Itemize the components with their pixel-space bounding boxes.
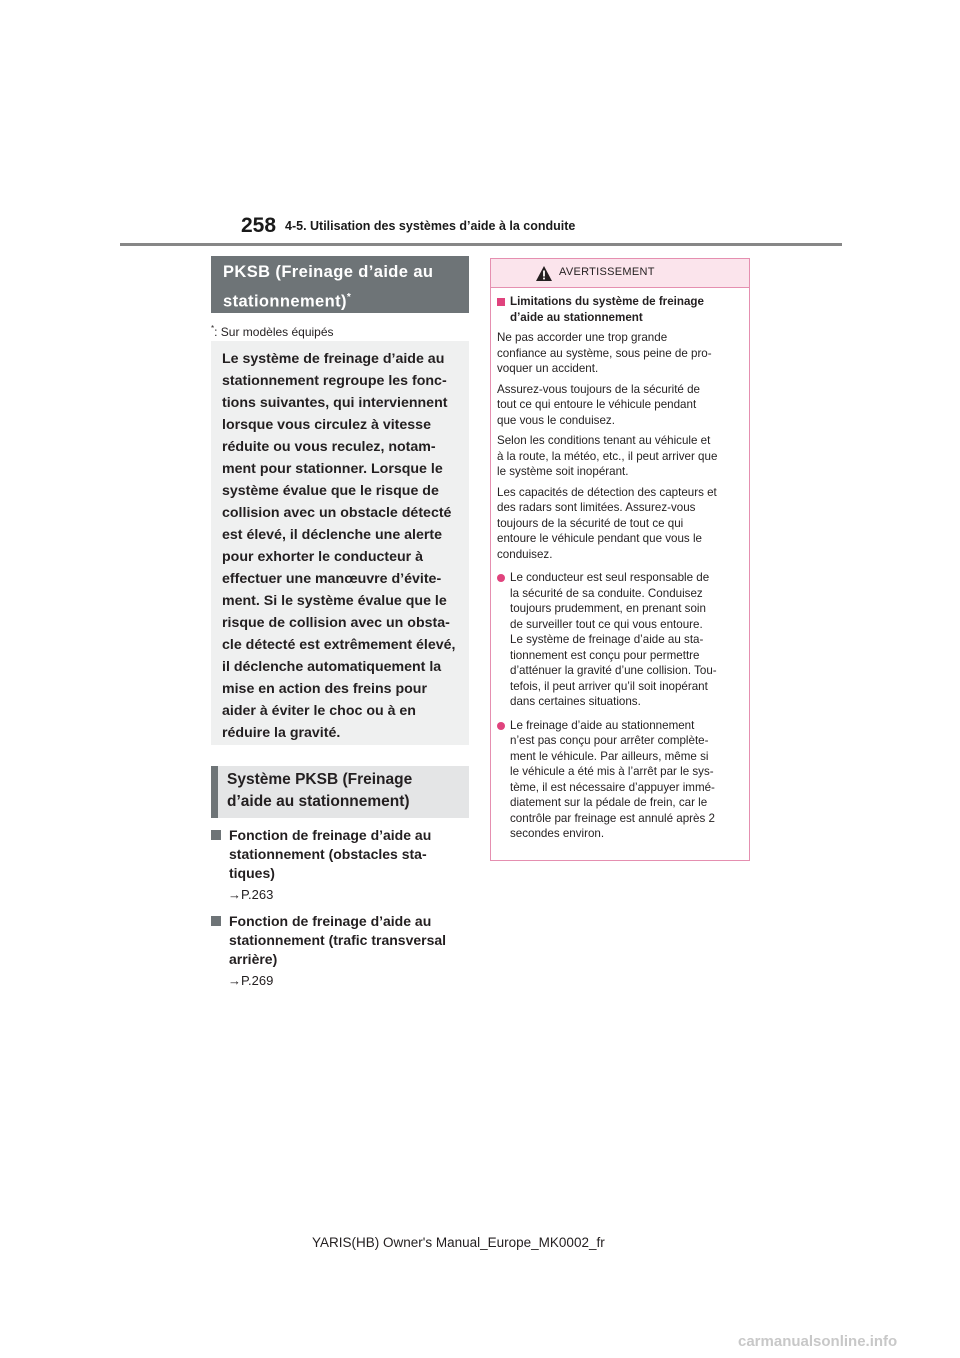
warning-line: diatement sur la pédale de frein, car le (510, 796, 708, 809)
footnote-mark: * (211, 324, 215, 333)
item-heading-line: stationnement (trafic transversal (229, 932, 447, 948)
warning-line: tionnement est conçu pour permettre (510, 648, 700, 662)
intro-line: cle détecté est extrêmement élevé, (222, 637, 456, 653)
warning-line: Assurez-vous toujours de la sécurité de (497, 382, 700, 396)
warning-line: à la route, la météo, etc., il peut arriver que (497, 449, 718, 463)
footnote-text: : Sur modèles équipés (214, 325, 334, 339)
warning-line: Selon les conditions tenant au véhicule et (497, 434, 711, 447)
warning-line: de surveiller tout ce qui vous entoure. (510, 617, 703, 631)
intro-line: ment. Si le système évalue que le (222, 593, 447, 609)
intro-line: est élevé, il déclenche une alerte (222, 527, 443, 543)
item-static-obstacles-heading (211, 826, 473, 883)
page-ref-link[interactable]: →P.269 (228, 973, 274, 988)
intro-box (211, 341, 469, 745)
warning-line: ment le véhicule. Par ailleurs, même si (510, 749, 709, 763)
warning-line: entoure le véhicule pendant que vous le (497, 532, 702, 545)
intro-line: lorsque vous circulez à vitesse (222, 417, 431, 433)
intro-line: pour exhorter le conducteur à (222, 549, 424, 565)
intro-line: tions suivantes, qui interviennent (222, 395, 448, 411)
intro-line: stationnement regroupe les fonc- (222, 373, 447, 389)
pksb-title-text: PKSB (Freinage d’aide au stationnement) (223, 263, 434, 311)
subtitle-line: Système PKSB (Freinage (227, 771, 413, 788)
warning-line: Le système de freinage d’aide au sta- (510, 633, 704, 646)
warning-body (491, 288, 749, 842)
pksb-title-mark: * (346, 292, 352, 303)
watermark: carmanualsonline.info (738, 1333, 898, 1350)
intro-line: collision avec un obstacle détecté (222, 505, 452, 521)
pksb-title (211, 256, 469, 313)
warning-line: tème, il est nécessaire d’appuyer immé- (510, 780, 715, 794)
header-rule (120, 243, 842, 246)
warning-line: que vous le conduisez. (497, 413, 615, 427)
warning-bullet (497, 718, 741, 842)
warning-line: tefois, il peut arriver qu’il soit inopérant (510, 679, 708, 693)
intro-line: système évalue que le risque de (222, 483, 439, 499)
footer-manual-id: YARIS(HB) Owner's Manual_Europe_MK0002_fr (312, 1235, 605, 1250)
intro-line: réduite ou vous reculez, notam- (222, 439, 436, 455)
warning-paragraph (497, 330, 741, 377)
footnote (211, 324, 334, 339)
warning-line: toujours prudemment, en prenant soin (510, 602, 706, 615)
warning-bullet (497, 570, 741, 710)
page-ref-link[interactable]: →P.263 (228, 887, 274, 902)
warning-section-heading (497, 294, 741, 325)
page-number: 258 (241, 214, 277, 237)
warning-line: secondes environ. (510, 827, 605, 840)
warning-paragraph (497, 433, 741, 480)
warning-title: AVERTISSEMENT (559, 266, 655, 278)
item-rear-cross-traffic-heading (211, 912, 473, 969)
item-heading-line: tiques) (229, 865, 275, 881)
warning-triangle-icon (536, 266, 552, 281)
warning-line: Le freinage d’aide au stationnement (510, 718, 695, 732)
warning-line: conduisez. (497, 547, 553, 561)
warning-line: toujours de la sécurité de tout ce qui (497, 516, 684, 530)
warning-line: voquer un accident. (497, 362, 599, 375)
intro-line: Le système de freinage d’aide au (222, 351, 445, 367)
item-heading-line: arrière) (229, 951, 278, 967)
warning-box (490, 258, 750, 861)
warning-line: dans certaines situations. (510, 695, 641, 708)
round-bullet-icon (497, 722, 505, 730)
warning-line: Le conducteur est seul responsable de (510, 571, 710, 584)
item-heading-line: Fonction de freinage d’aide au (229, 827, 432, 843)
warning-line: Les capacités de détection des capteurs et (497, 485, 717, 499)
square-bullet-icon (211, 830, 221, 840)
warning-heading-line: Limitations du système de freinage (510, 295, 704, 308)
intro-line: réduire la gravité. (222, 725, 341, 741)
pksb-system-subtitle (211, 766, 469, 818)
warning-header (491, 259, 749, 288)
intro-line: aider à éviter le choc ou à en (222, 703, 416, 719)
item-heading-line: stationnement (obstacles sta- (229, 846, 427, 862)
warning-line: la sécurité de sa conduite. Conduisez (510, 586, 703, 600)
warning-line: tout ce qui entoure le véhicule pendant (497, 398, 697, 411)
warning-heading-line: d’aide au stationnement (510, 310, 643, 324)
warning-line: confiance au système, sous peine de pro- (497, 346, 712, 360)
warning-line: n’est pas conçu pour arrêter complète- (510, 734, 709, 747)
subtitle-line: d’aide au stationnement) (227, 793, 410, 810)
warning-line: le système soit inopérant. (497, 465, 629, 478)
warning-line: des radars sont limitées. Assurez-vous (497, 501, 696, 514)
intro-line: effectuer une manœuvre d’évite- (222, 571, 442, 587)
intro-line: mise en action des freins pour (222, 681, 427, 697)
warning-paragraph (497, 382, 741, 429)
warning-line: contrôle par freinage est annulé après 2 (510, 811, 715, 825)
intro-line: risque de collision avec un obsta- (222, 615, 450, 631)
square-bullet-icon (497, 298, 505, 306)
item-heading-line: Fonction de freinage d’aide au (229, 913, 432, 929)
round-bullet-icon (497, 574, 505, 582)
square-bullet-icon (211, 916, 221, 926)
intro-line: ment pour stationner. Lorsque le (222, 461, 443, 477)
section-title: 4-5. Utilisation des systèmes d’aide à la conduite (285, 219, 576, 233)
warning-line: le véhicule a été mis à l’arrêt par le sys- (510, 765, 714, 778)
warning-line: d’atténuer la gravité d’une collision. Tou- (510, 664, 717, 677)
warning-line: Ne pas accorder une trop grande (497, 331, 668, 344)
intro-line: il déclenche automatiquement la (222, 659, 442, 675)
warning-paragraph (497, 485, 741, 563)
